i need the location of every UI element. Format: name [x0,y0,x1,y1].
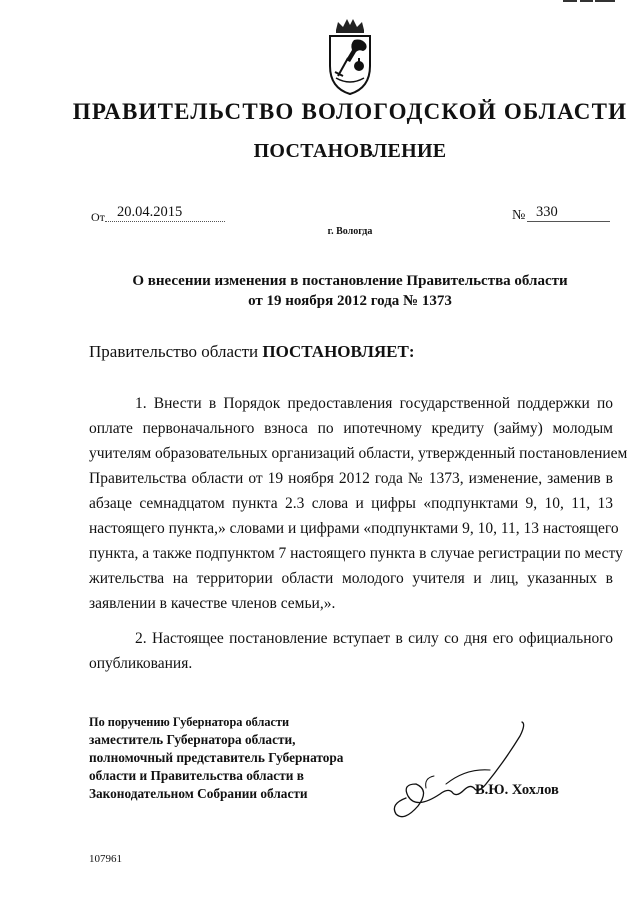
vologda-coat-of-arms-icon [326,16,374,96]
body-line: заявлении в качестве членов семьи,». [89,595,336,612]
signature-line-3: полномочный представитель Губернатора [89,750,344,765]
body-line: жительства на территории области молодого учителя и лиц, указанных в [89,570,613,587]
body-line: 1. Внести в Порядок предоставления государственной поддержки по [135,395,613,412]
document-title-line-2: от 19 ноября 2012 года № 1373 [248,293,452,309]
number-prefix: № [512,208,526,223]
document-title-line-1: О внесении изменения в постановление Правительства области [132,273,568,289]
body-line: настоящего пункта,» словами и цифрами «подпунктами 9, 10, 11, 13 настоящего [89,520,619,537]
city: г. Вологда [327,226,373,237]
signature-line-5: Законодательном Собрании области [89,786,308,801]
body-line: абзаце семнадцатом пункта 2.3 слова и цифры «подпунктами 9, 10, 11, 13 [89,495,613,512]
signature-line-2: заместитель Губернатора области, [89,732,296,747]
document-type: ПОСТАНОВЛЕНИЕ [253,140,447,162]
date-prefix: От [91,210,105,224]
body-line: пункта, а также подпунктом 7 настоящего пункта в случае регистрации по месту [89,545,623,562]
document-number: 330 [527,204,610,222]
body-line: опубликования. [89,655,193,672]
signature-line-1: По поручению Губернатора области [89,715,290,729]
signer-name: В.Ю. Хохлов [475,782,559,798]
signature-line-4: области и Правительства области в [89,768,304,783]
preamble [89,342,415,362]
document-date: 20.04.2015 [105,204,225,222]
document-code: 107961 [89,853,122,865]
body-line: 2. Настоящее постановление вступает в силу со дня его официального [135,630,613,647]
preamble-emphasis: ПОСТАНОВЛЯЕТ: [262,342,415,361]
preamble-text: Правительство области [89,342,259,361]
handwritten-signature [386,718,538,820]
body-line: Правительства области от 19 ноября 2012 года № 1373, изменение, заменив в [89,470,613,487]
body-line: оплате первоначального взноса по ипотечному кредиту (займу) молодым [89,420,613,437]
corner-mark [563,0,615,3]
body-line: учителям образовательных организаций области, утвержденный постановлением [89,445,628,462]
authority-name: ПРАВИТЕЛЬСТВО ВОЛОГОДСКОЙ ОБЛАСТИ [72,99,628,124]
